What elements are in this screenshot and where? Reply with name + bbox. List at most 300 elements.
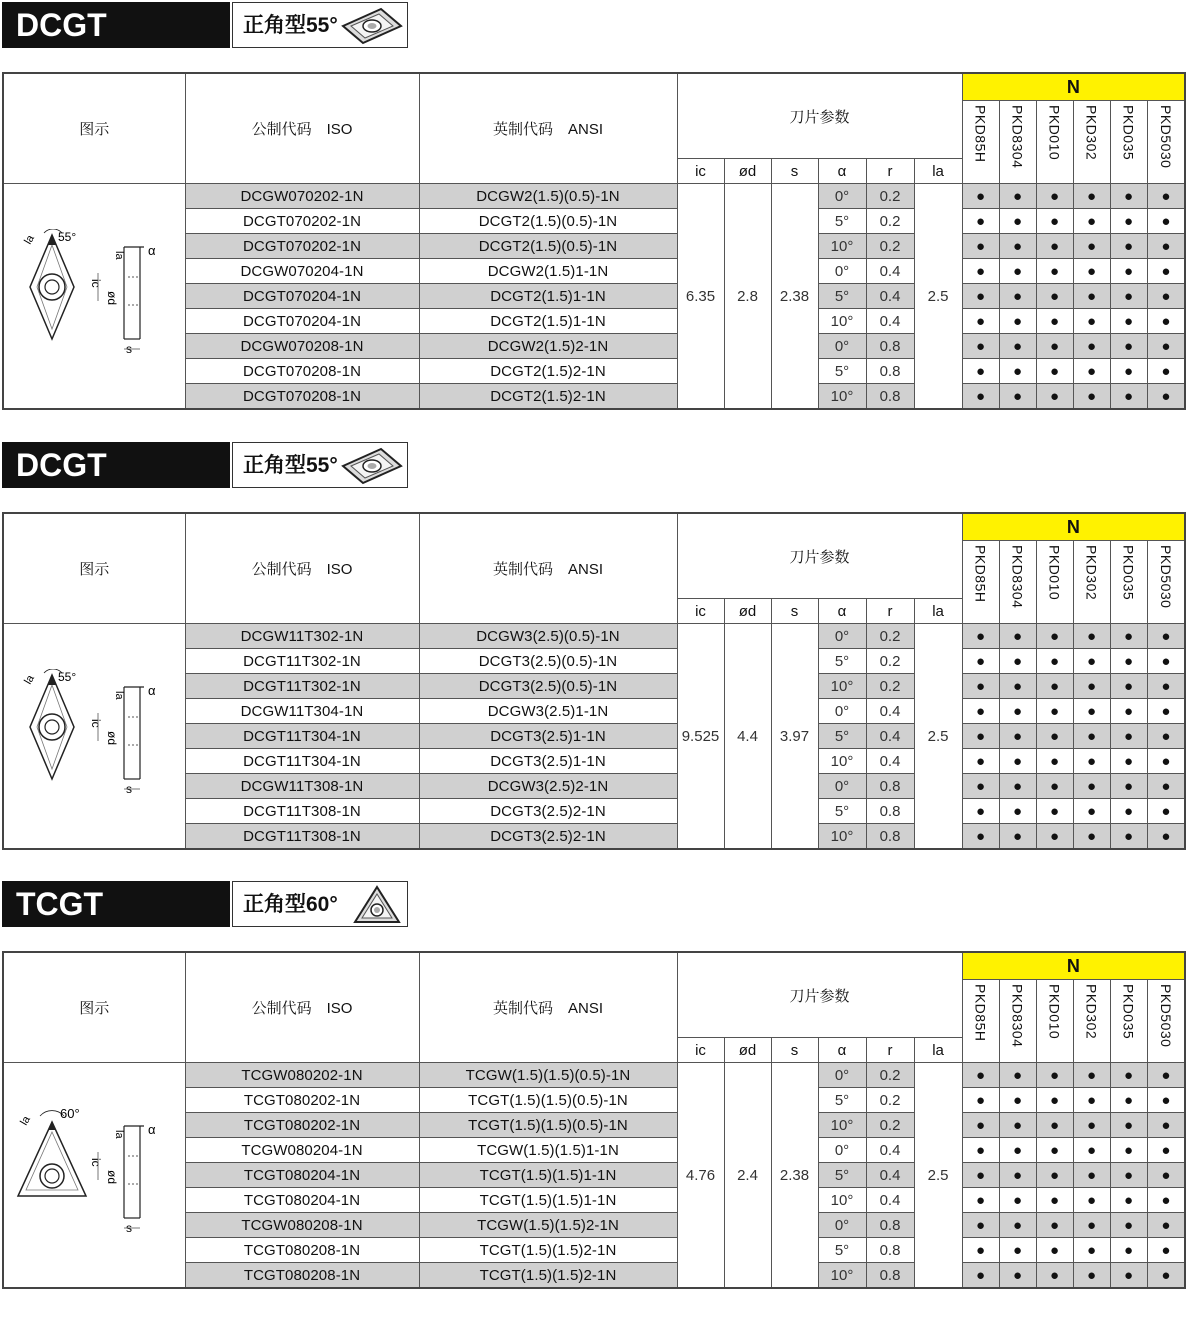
availability-dot: ● [1073,1238,1110,1263]
shape-box [232,442,408,488]
iso-code: DCGT11T304-1N [185,749,419,774]
iso-code: DCGT11T308-1N [185,799,419,824]
availability-dot: ● [999,649,1036,674]
grade-header [962,101,999,184]
availability-dot: ● [1073,699,1110,724]
availability-dot: ● [999,384,1036,410]
availability-dot: ● [1147,234,1185,259]
param-r: 0.4 [866,284,914,309]
grade-label: PKD035 [1120,545,1137,601]
availability-dot: ● [1110,1138,1147,1163]
availability-dot: ● [1073,724,1110,749]
header-iso: 公制代码 ISO [185,952,419,1063]
availability-dot: ● [1147,724,1185,749]
availability-dot: ● [1110,1163,1147,1188]
svg-text:55°: 55° [57,230,76,244]
availability-dot: ● [1110,1113,1147,1138]
availability-dot: ● [1036,749,1073,774]
shape-box [232,881,408,927]
availability-dot: ● [962,774,999,799]
availability-dot: ● [999,284,1036,309]
param-r: 0.8 [866,1263,914,1289]
shape-label: 正角型60° [243,893,338,916]
availability-dot: ● [1147,1138,1185,1163]
availability-dot: ● [1036,1063,1073,1088]
grade-header [1147,980,1185,1063]
iso-code: TCGW080202-1N [185,1063,419,1088]
svg-text:s: s [125,782,132,796]
availability-dot: ● [1147,1263,1185,1289]
param-alpha: 0° [818,624,866,649]
ansi-code: DCGW3(2.5)1-1N [419,699,677,724]
iso-code: DCGW070202-1N [185,184,419,209]
availability-dot: ● [999,1263,1036,1289]
availability-dot: ● [1147,1213,1185,1238]
grade-header [999,980,1036,1063]
param-alpha: 5° [818,1163,866,1188]
availability-dot: ● [1147,674,1185,699]
table-row [3,1063,1185,1088]
availability-dot: ● [999,1188,1036,1213]
param-r: 0.4 [866,724,914,749]
availability-dot: ● [1110,384,1147,410]
param-subheader: ic [677,1038,724,1063]
availability-dot: ● [1036,259,1073,284]
param-s: 2.38 [771,184,818,410]
availability-dot: ● [1110,1213,1147,1238]
availability-dot: ● [999,309,1036,334]
param-alpha: 10° [818,1113,866,1138]
ansi-code: DCGW2(1.5)2-1N [419,334,677,359]
param-r: 0.4 [866,259,914,284]
table-row [3,624,1185,649]
availability-dot: ● [1073,1138,1110,1163]
availability-dot: ● [1073,674,1110,699]
svg-text:ød: ød [104,291,119,306]
iso-code: DCGW11T308-1N [185,774,419,799]
availability-dot: ● [1073,1213,1110,1238]
availability-dot: ● [1036,699,1073,724]
ansi-code: DCGT3(2.5)(0.5)-1N [419,674,677,699]
param-ic: 9.525 [677,624,724,850]
param-subheader: s [771,1038,818,1063]
availability-dot: ● [1036,1238,1073,1263]
ansi-code: DCGT3(2.5)(0.5)-1N [419,649,677,674]
svg-text:ic: ic [88,1158,103,1167]
availability-dot: ● [1073,799,1110,824]
param-ic: 4.76 [677,1063,724,1289]
ansi-code: DCGW2(1.5)1-1N [419,259,677,284]
grade-header [1110,541,1147,624]
availability-dot: ● [962,649,999,674]
spec-table [2,951,1186,1289]
availability-dot: ● [999,209,1036,234]
param-subheader: ød [724,1038,771,1063]
ansi-code: TCGW(1.5)(1.5)2-1N [419,1213,677,1238]
availability-dot: ● [962,259,999,284]
param-alpha: 5° [818,649,866,674]
insert-diagram [3,184,185,410]
param-r: 0.4 [866,749,914,774]
param-alpha: 10° [818,234,866,259]
param-la: 2.5 [914,184,962,410]
iso-code: DCGT070204-1N [185,309,419,334]
availability-dot: ● [1110,799,1147,824]
availability-dot: ● [1073,824,1110,850]
param-subheader: α [818,159,866,184]
header-ansi: 英制代码 ANSI [419,952,677,1063]
triangle-insert-icon [351,885,403,930]
shape-box [232,2,408,48]
grade-label: PKD5030 [1157,105,1174,169]
grade-header [1073,101,1110,184]
svg-text:la: la [17,1114,33,1128]
availability-dot: ● [1147,209,1185,234]
grade-label: PKD5030 [1157,984,1174,1048]
header-group-n: N [962,73,1185,101]
grade-label: PKD85H [972,545,989,603]
ansi-code: DCGT3(2.5)2-1N [419,799,677,824]
svg-text:55°: 55° [57,670,76,684]
param-subheader: ød [724,159,771,184]
param-r: 0.2 [866,649,914,674]
availability-dot: ● [1073,184,1110,209]
grade-label: PKD010 [1046,984,1063,1040]
availability-dot: ● [1147,259,1185,284]
availability-dot: ● [1110,234,1147,259]
availability-dot: ● [1073,334,1110,359]
param-alpha: 10° [818,674,866,699]
grade-label: PKD8304 [1009,545,1026,609]
availability-dot: ● [999,724,1036,749]
availability-dot: ● [962,359,999,384]
grade-header [1073,980,1110,1063]
availability-dot: ● [999,774,1036,799]
section-title: DCGT [2,2,230,48]
product-section [0,442,1190,862]
param-r: 0.2 [866,624,914,649]
product-section [0,881,1190,1301]
iso-code: DCGW11T304-1N [185,699,419,724]
availability-dot: ● [1036,359,1073,384]
svg-text:s: s [125,342,132,356]
availability-dot: ● [962,184,999,209]
availability-dot: ● [1036,234,1073,259]
header-ansi: 英制代码 ANSI [419,73,677,184]
availability-dot: ● [962,384,999,410]
ansi-code: DCGT3(2.5)1-1N [419,749,677,774]
availability-dot: ● [962,284,999,309]
iso-code: DCGT070202-1N [185,209,419,234]
param-r: 0.8 [866,1238,914,1263]
param-alpha: 5° [818,1088,866,1113]
grade-label: PKD8304 [1009,105,1026,169]
param-alpha: 10° [818,824,866,850]
availability-dot: ● [999,624,1036,649]
param-r: 0.8 [866,1213,914,1238]
svg-text:s: s [125,1221,132,1235]
availability-dot: ● [962,1238,999,1263]
availability-dot: ● [1110,284,1147,309]
availability-dot: ● [962,1063,999,1088]
availability-dot: ● [999,799,1036,824]
availability-dot: ● [962,309,999,334]
availability-dot: ● [1073,1113,1110,1138]
availability-dot: ● [999,334,1036,359]
param-alpha: 0° [818,699,866,724]
spec-table [2,72,1186,410]
param-subheader: s [771,159,818,184]
availability-dot: ● [999,234,1036,259]
header-diagram: 图示 [3,73,185,184]
param-subheader: ød [724,599,771,624]
availability-dot: ● [1110,1088,1147,1113]
grade-label: PKD010 [1046,545,1063,601]
availability-dot: ● [1110,749,1147,774]
availability-dot: ● [1036,1138,1073,1163]
availability-dot: ● [1036,1263,1073,1289]
section-header [0,442,410,488]
header-iso: 公制代码 ISO [185,513,419,624]
param-r: 0.4 [866,1188,914,1213]
availability-dot: ● [1036,724,1073,749]
availability-dot: ● [962,699,999,724]
availability-dot: ● [962,209,999,234]
ansi-code: TCGW(1.5)(1.5)1-1N [419,1138,677,1163]
availability-dot: ● [1036,284,1073,309]
iso-code: TCGT080208-1N [185,1263,419,1289]
availability-dot: ● [1147,649,1185,674]
grade-header [1036,101,1073,184]
param-alpha: 0° [818,1213,866,1238]
availability-dot: ● [999,1238,1036,1263]
param-r: 0.8 [866,799,914,824]
param-subheader: α [818,1038,866,1063]
availability-dot: ● [1147,774,1185,799]
availability-dot: ● [1073,209,1110,234]
availability-dot: ● [1110,724,1147,749]
param-alpha: 5° [818,799,866,824]
grade-label: PKD035 [1120,984,1137,1040]
iso-code: DCGW11T302-1N [185,624,419,649]
ansi-code: DCGW2(1.5)(0.5)-1N [419,184,677,209]
grade-header [999,541,1036,624]
availability-dot: ● [1110,649,1147,674]
grade-header [1147,101,1185,184]
param-alpha: 0° [818,1138,866,1163]
availability-dot: ● [1147,699,1185,724]
availability-dot: ● [1147,184,1185,209]
param-alpha: 0° [818,184,866,209]
ansi-code: DCGT2(1.5)2-1N [419,359,677,384]
iso-code: TCGW080204-1N [185,1138,419,1163]
iso-code: DCGW070208-1N [185,334,419,359]
availability-dot: ● [1036,674,1073,699]
iso-code: DCGT070208-1N [185,359,419,384]
availability-dot: ● [1036,1088,1073,1113]
param-od: 2.8 [724,184,771,410]
ansi-code: TCGT(1.5)(1.5)2-1N [419,1263,677,1289]
availability-dot: ● [1036,824,1073,850]
param-od: 2.4 [724,1063,771,1289]
ansi-code: DCGT2(1.5)2-1N [419,384,677,410]
availability-dot: ● [1073,259,1110,284]
availability-dot: ● [1147,1063,1185,1088]
availability-dot: ● [1110,624,1147,649]
availability-dot: ● [962,799,999,824]
rhombus-insert-icon [341,446,403,491]
availability-dot: ● [999,1113,1036,1138]
availability-dot: ● [1147,1088,1185,1113]
availability-dot: ● [1036,384,1073,410]
ansi-code: TCGT(1.5)(1.5)(0.5)-1N [419,1113,677,1138]
availability-dot: ● [962,624,999,649]
iso-code: DCGW070204-1N [185,259,419,284]
param-r: 0.2 [866,184,914,209]
availability-dot: ● [1073,749,1110,774]
rhombus-insert-icon [341,6,403,51]
param-alpha: 5° [818,1238,866,1263]
param-r: 0.4 [866,1138,914,1163]
availability-dot: ● [1110,674,1147,699]
availability-dot: ● [962,674,999,699]
availability-dot: ● [1110,1188,1147,1213]
param-alpha: 10° [818,384,866,410]
insert-diagram [3,1063,185,1289]
svg-text:60°: 60° [59,1108,80,1121]
availability-dot: ● [1110,824,1147,850]
availability-dot: ● [1036,1163,1073,1188]
param-alpha: 5° [818,209,866,234]
param-r: 0.8 [866,384,914,410]
availability-dot: ● [962,1263,999,1289]
header-iso: 公制代码 ISO [185,73,419,184]
availability-dot: ● [1036,774,1073,799]
grade-header [1110,101,1147,184]
availability-dot: ● [999,259,1036,284]
svg-text:la: la [21,233,37,247]
param-la: 2.5 [914,1063,962,1289]
availability-dot: ● [962,724,999,749]
param-alpha: 5° [818,724,866,749]
param-subheader: r [866,1038,914,1063]
availability-dot: ● [1110,359,1147,384]
svg-text:ic: ic [88,279,103,288]
grade-header [999,101,1036,184]
table-row [3,184,1185,209]
availability-dot: ● [1147,284,1185,309]
param-od: 4.4 [724,624,771,850]
ansi-code: DCGT2(1.5)(0.5)-1N [419,209,677,234]
availability-dot: ● [1036,209,1073,234]
availability-dot: ● [999,1063,1036,1088]
ansi-code: DCGW3(2.5)(0.5)-1N [419,624,677,649]
header-diagram: 图示 [3,952,185,1063]
availability-dot: ● [1147,334,1185,359]
availability-dot: ● [1073,1088,1110,1113]
grade-header [1147,541,1185,624]
param-alpha: 5° [818,359,866,384]
param-la: 2.5 [914,624,962,850]
param-subheader: r [866,159,914,184]
grade-header [1073,541,1110,624]
param-r: 0.2 [866,209,914,234]
param-alpha: 0° [818,259,866,284]
availability-dot: ● [999,699,1036,724]
param-alpha: 10° [818,309,866,334]
availability-dot: ● [1036,799,1073,824]
availability-dot: ● [962,824,999,850]
availability-dot: ● [1147,1188,1185,1213]
ansi-code: TCGT(1.5)(1.5)2-1N [419,1238,677,1263]
availability-dot: ● [1147,359,1185,384]
svg-text:la: la [112,691,125,700]
ansi-code: DCGT2(1.5)1-1N [419,309,677,334]
section-title: DCGT [2,442,230,488]
ansi-code: DCGT3(2.5)2-1N [419,824,677,850]
availability-dot: ● [999,749,1036,774]
availability-dot: ● [1036,1113,1073,1138]
svg-text:α: α [147,683,156,698]
param-subheader: la [914,599,962,624]
param-alpha: 10° [818,1263,866,1289]
grade-label: PKD035 [1120,105,1137,161]
section-header [0,2,410,48]
param-ic: 6.35 [677,184,724,410]
availability-dot: ● [1110,1238,1147,1263]
iso-code: DCGT070208-1N [185,384,419,410]
availability-dot: ● [1073,284,1110,309]
param-r: 0.2 [866,1113,914,1138]
availability-dot: ● [962,1163,999,1188]
header-params: 刀片参数 [677,73,962,159]
availability-dot: ● [1110,699,1147,724]
availability-dot: ● [1073,384,1110,410]
header-ansi: 英制代码 ANSI [419,513,677,624]
param-subheader: ic [677,159,724,184]
availability-dot: ● [999,1163,1036,1188]
availability-dot: ● [999,359,1036,384]
ansi-code: DCGW3(2.5)2-1N [419,774,677,799]
availability-dot: ● [999,1213,1036,1238]
availability-dot: ● [1036,649,1073,674]
availability-dot: ● [1073,309,1110,334]
availability-dot: ● [1110,1263,1147,1289]
grade-label: PKD8304 [1009,984,1026,1048]
shape-label: 正角型55° [243,454,338,477]
param-subheader: ic [677,599,724,624]
header-diagram: 图示 [3,513,185,624]
grade-label: PKD010 [1046,105,1063,161]
param-alpha: 10° [818,1188,866,1213]
grade-header [1036,980,1073,1063]
availability-dot: ● [1110,184,1147,209]
availability-dot: ● [1036,624,1073,649]
param-r: 0.8 [866,824,914,850]
header-params: 刀片参数 [677,513,962,599]
iso-code: DCGT11T302-1N [185,674,419,699]
availability-dot: ● [1110,774,1147,799]
ansi-code: TCGW(1.5)(1.5)(0.5)-1N [419,1063,677,1088]
availability-dot: ● [962,334,999,359]
header-group-n: N [962,513,1185,541]
availability-dot: ● [1073,1263,1110,1289]
availability-dot: ● [999,1088,1036,1113]
availability-dot: ● [1147,1238,1185,1263]
ansi-code: DCGT2(1.5)1-1N [419,284,677,309]
param-r: 0.8 [866,359,914,384]
availability-dot: ● [1110,334,1147,359]
